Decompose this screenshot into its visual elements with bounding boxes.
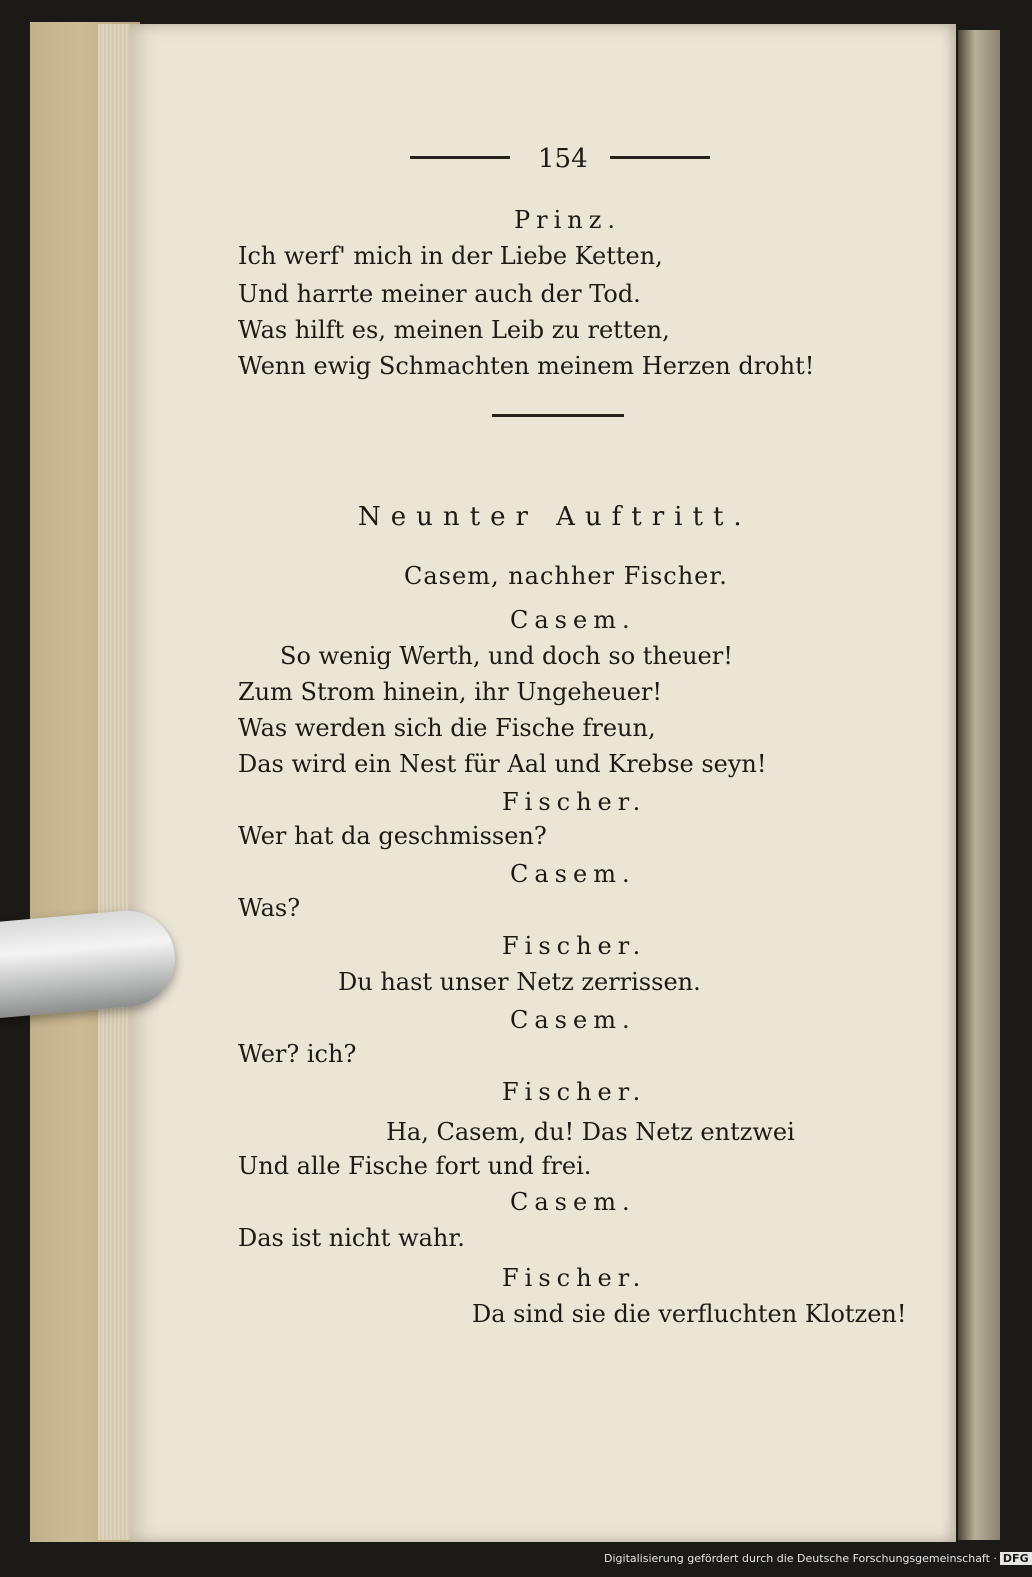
header-rule-right <box>610 156 710 159</box>
dialogue-line: Da sind sie die verfluchten Klotzen! <box>472 1300 907 1328</box>
speaker-fischer: Fischer. <box>502 932 647 960</box>
speaker-casem: Casem. <box>510 860 636 888</box>
verse-line: Was hilft es, meinen Leib zu retten, <box>238 316 670 344</box>
page-number: 154 <box>538 144 588 174</box>
dialogue-line: So wenig Werth, und doch so theuer! <box>280 642 733 670</box>
dialogue-line: Du hast unser Netz zerrissen. <box>338 968 701 996</box>
dialogue-line: Das ist nicht wahr. <box>238 1224 465 1252</box>
facing-page-edge <box>958 30 1000 1540</box>
speaker-fischer: Fischer. <box>502 1264 647 1292</box>
dialogue-line: Zum Strom hinein, ihr Ungeheuer! <box>238 678 663 706</box>
speaker-casem: Casem. <box>510 1188 636 1216</box>
section-divider <box>492 414 624 417</box>
dialogue-line: Und alle Fische fort und frei. <box>238 1152 592 1180</box>
speaker-fischer: Fischer. <box>502 1078 647 1106</box>
credit-text: Digitalisierung gefördert durch die Deutsche Forschungsgemeinschaft · <box>604 1552 997 1565</box>
dfg-logo: DFG <box>1000 1552 1032 1565</box>
dialogue-line: Das wird ein Nest für Aal und Krebse seyn! <box>238 750 767 778</box>
speaker-prinz: Prinz. <box>514 206 622 234</box>
scene-heading: Neunter Auftritt. <box>358 502 752 532</box>
dialogue-line: Was? <box>238 894 301 922</box>
speaker-fischer: Fischer. <box>502 788 647 816</box>
scene-cast: Casem, nachher Fischer. <box>404 562 728 590</box>
verse-line: Und harrte meiner auch der Tod. <box>238 280 641 308</box>
speaker-casem: Casem. <box>510 606 636 634</box>
header-rule-left <box>410 156 510 159</box>
dialogue-line: Wer hat da geschmissen? <box>238 822 547 850</box>
dialogue-line: Was werden sich die Fische freun, <box>238 714 656 742</box>
verse-line: Ich werf' mich in der Liebe Ketten, <box>238 242 663 270</box>
speaker-casem: Casem. <box>510 1006 636 1034</box>
dialogue-line: Wer? ich? <box>238 1040 357 1068</box>
digitization-credit <box>604 1552 1032 1572</box>
dialogue-line: Ha, Casem, du! Das Netz entzwei <box>386 1118 795 1146</box>
verse-line: Wenn ewig Schmachten meinem Herzen droht! <box>238 352 815 380</box>
